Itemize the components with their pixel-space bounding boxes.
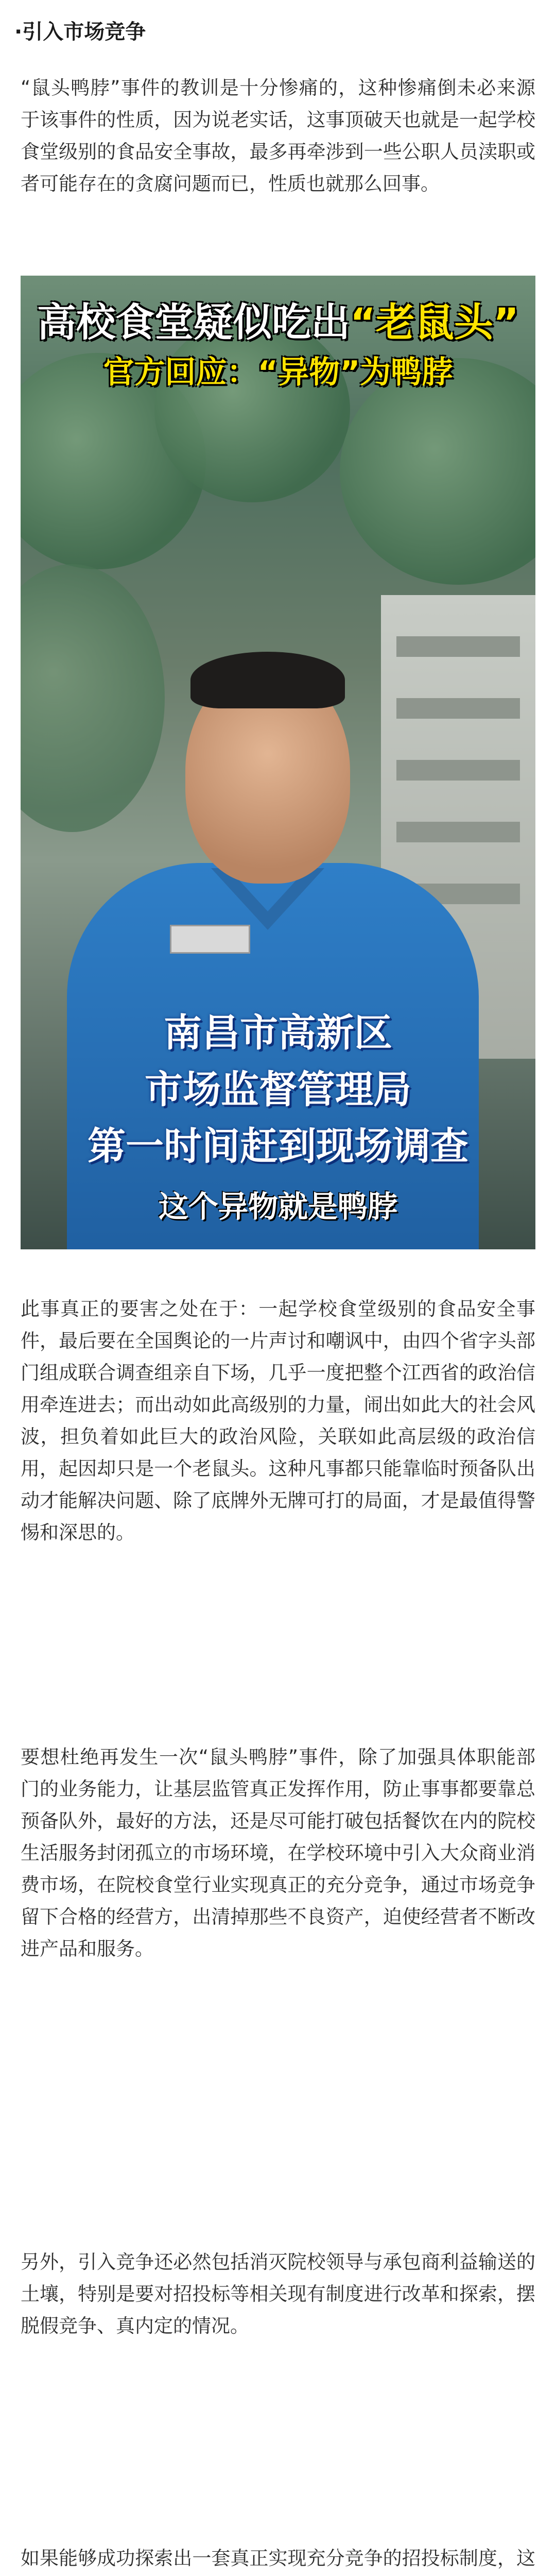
news-photo <box>21 276 535 1249</box>
tree-shape <box>340 358 535 585</box>
photo-caption-subline: 官方回应：“异物”为鸭脖 <box>103 354 453 391</box>
hair <box>190 652 345 708</box>
paragraph-1: “鼠头鸭脖”事件的教训是十分惨痛的，这种惨痛倒未必来源于该事件的性质，因为说老实话，这事顶破天也就是一起学校食堂级别的食品安全事故，最多再牵涉到一些公职人员渎职或者可能存在的贪腐问题而已，性质也就那么回事。 <box>21 77 535 195</box>
paragraph-3: 要想杜绝再发生一次“鼠头鸭脖”事件，除了加强具体职能部门的业务能力，让基层监管真正发挥作用，防止事事都要靠总预备队外，最好的方法，还是尽可能打破包括餐饮在内的院校生活服务封闭孤立的市场环境，在学校环境中引入大众商业消费市场，在院校食堂行业实现真正的充分竞争，通过市场竞争留下合格的经营方，出清掉那些不良资产，迫使经营者不断改进产品和服务。 <box>21 1746 535 1960</box>
headline-text: 高校食堂疑似吃出“老鼠头” <box>37 299 519 345</box>
name-badge <box>170 925 250 954</box>
photo-caption-quote: 这个异物就是鸭脖 <box>158 1189 397 1224</box>
photo-caption-org-line-3: 第一时间赶到现场调查 <box>88 1124 468 1168</box>
photo-caption-org-line-2: 市场监督管理局 <box>145 1067 411 1112</box>
paragraph-2: 此事真正的要害之处在于：一起学校食堂级别的食品安全事件，最后要在全国舆论的一片声讨和嘲讽中，由四个省字头部门组成联合调查组亲自下场，几乎一度把整个江西省的政治信用牵连进去；而出动如此高级别的力量，闹出如此大的社会风波，担负着如此巨大的政治风险，关联如此高层级的政治信用，起因却只是一个老鼠头。这种凡事都只能靠临时预备队出动才能解决问题、除了底牌外无牌可打的局面，才是最值得警惕和深思的。 <box>21 1298 535 1544</box>
photo-caption-org-line-1: 南昌市高新区 <box>164 1011 392 1055</box>
paragraph-5: 如果能够成功探索出一套真正实现充分竞争的招投标制度，这 <box>21 2547 535 2569</box>
paragraph-4: 另外，引入竞争还必然包括消灭院校领导与承包商利益输送的土壤，特别是要对招投标等相关现有制度进行改革和探索，摆脱假竞争、真内定的情况。 <box>21 2251 535 2337</box>
photo-caption-headline <box>21 291 535 347</box>
section-title: ·引入市场竞争 <box>14 20 146 44</box>
